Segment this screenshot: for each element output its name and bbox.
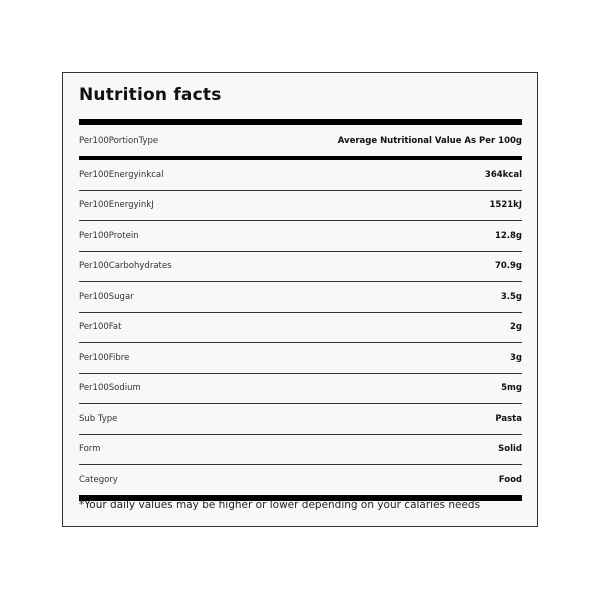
table-row <box>79 343 522 374</box>
row-label: Per100EnergyinkJ <box>79 200 154 211</box>
table-row <box>79 160 522 191</box>
table-row <box>79 252 522 283</box>
row-label: Per100Sodium <box>79 383 141 394</box>
table-row <box>79 465 522 495</box>
table-row <box>79 191 522 222</box>
row-label: Per100Sugar <box>79 291 134 302</box>
nutrition-title: Nutrition facts <box>79 85 222 105</box>
nutrition-facts-panel <box>62 72 538 527</box>
row-label: Per100Fat <box>79 322 122 333</box>
row-label: Per100Carbohydrates <box>79 261 172 272</box>
row-value: 12.8g <box>494 230 522 241</box>
row-value: Solid <box>498 444 522 455</box>
nutrition-table <box>79 119 522 501</box>
table-row <box>79 435 522 466</box>
row-value: Food <box>498 474 522 485</box>
row-label: Form <box>79 444 101 455</box>
row-value: 3.5g <box>500 291 522 302</box>
row-value: 5mg <box>501 383 522 394</box>
table-row <box>79 221 522 252</box>
row-value: 3g <box>510 352 522 363</box>
portion-type-value: Average Nutritional Value As Per 100g <box>337 135 522 146</box>
row-value: Pasta <box>495 413 522 424</box>
row-label: Per100Energyinkcal <box>79 169 164 180</box>
table-row <box>79 374 522 405</box>
portion-type-row <box>79 125 522 160</box>
table-row <box>79 404 522 435</box>
row-value: 2g <box>510 322 522 333</box>
portion-type-label: Per100PortionType <box>79 135 159 146</box>
table-row <box>79 282 522 313</box>
daily-values-footnote: *Your daily values may be higher or lower depending on your calaries needs <box>79 499 481 511</box>
table-row <box>79 313 522 344</box>
row-label: Per100Fibre <box>79 352 130 363</box>
row-label: Category <box>79 474 118 485</box>
row-label: Sub Type <box>79 413 118 424</box>
row-value: 364kcal <box>484 169 522 180</box>
row-value: 70.9g <box>494 261 522 272</box>
row-label: Per100Protein <box>79 230 139 241</box>
row-value: 1521kJ <box>489 200 522 211</box>
